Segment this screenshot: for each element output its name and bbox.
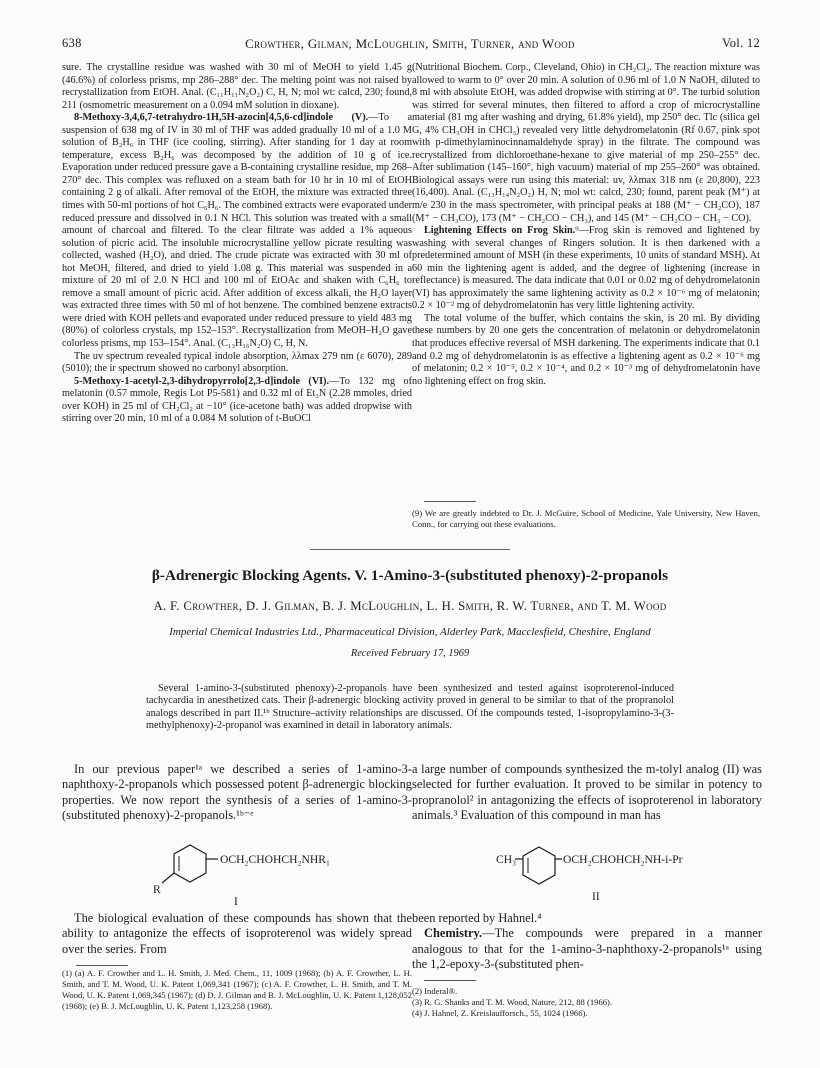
footnote: (3) R. G. Shanks and T. M. Wood, Nature, 212, 88 (1966). [412,997,613,1008]
body-paragraph: The biological evaluation of these compounds has shown that the ability to antagonize the effects of isoproterenol was widely spread over the series. From [62,911,412,956]
structure-II [496,846,706,902]
page-number: 638 [62,36,82,50]
running-header-authors: Crowther, Gilman, McLoughlin, Smith, Turner, and Wood [245,36,575,51]
section-heading: Lightening Effects on Frog Skin. [424,225,576,237]
footnote-rule [424,501,476,502]
volume-label: Vol. 12 [722,36,760,50]
received-date: Received February 17, 1969 [350,648,470,659]
methyl-label: CH₃ [496,853,517,866]
bond [162,873,174,883]
compound-heading: 5-Methoxy-1-acetyl-2,3-dihydropyrrolo[2,3-d]indole (VI). [74,375,330,387]
prev-article-left-column [62,62,412,426]
article-authors: A. F. Crowther, D. J. Gilman, B. J. McLoughlin, L. H. Smith, R. W. Turner, and T. M. Wood [153,599,667,613]
compound-number: II [592,890,600,902]
body-paragraph: In our previous paper¹ᵃ we described a series of 1-amino-3-naphthoxy-2-propanols which possessed potent β-adrenergic blocking properties. We now report the synthesis of a series of 1-amino-3-(substituted phenoxy)-2-propanols.¹ᵇ⁻ᵉ [62,762,412,823]
article-separator [310,549,510,550]
structure-I [150,843,412,907]
paragraph: The uv spectrum revealed typical indole absorption, λλmax 279 nm (ε 6070), 289 (5010); the ir spectrum showed no carbonyl absorption. [62,350,412,375]
paragraph: Lightening Effects on Frog Skin.⁹—Frog skin is removed and lightened by washing with several changes of Ringers solution. It is then darkened with a predetermined amount of MSH (in these experiments, 10 units of standard MSH). At 60 min the lightening agent is added, and the degree of lightening (increase in reflectance) is measured. The data indicate that 0.01 or 0.02 mg of dehydromelatonin (VI) has approximately the same lightening activity as 0.2 × 10⁻⁶ mg of melatonin; 0.2 × 10⁻² mg of dehydromelatonin has very little lightening activity. [412,225,760,312]
paragraph: (Nutritional Biochem. Corp., Cleveland, Ohio) in CH₂Cl₂. The reaction mixture was allowed to warm to 0° over 20 min. A solution of 0.96 ml of 1.0 N NaOH, diluted to 8 ml with absolute EtOH, was added dropwise with stirring at 0°. The turbid solution was stirred for several minutes, then filtered to afford a crop of microcrystalline material (81 mg after washing and drying, 61.8% yield), mp 250° dec. Tlc (silica gel G, 4% CH₃OH in CHCl₃) revealed very little dehydromelatonin (Rf 0.67, pink spot with p-dimethylaminocinnamaldehyde spray) in the filtrate. The compound was recrystallized from dichloroethane-hexane to give material of mp 250–255° dec. After sublimation (145–160°, high vacuum) material of mp 255–260° was obtained. Biological assays were run using this material: uv, λλmax 318 nm (ε 20,800), 223 (16,400). Anal. (C₁₃H₁₄N₂O₂) H, N; mol wt: calcd, 230; found, parent peak (M⁺) at m/e 230 in the mass spectrometer, with principal peaks at 188 (M⁺ − CH₂CO), 187 (M⁺ − CH₃CO), 173 (M⁺ − CH₂CO − CH₃), and 145 (M⁺ − CH₂CO − CH₃ − CO). [412,62,760,224]
footnote: (1) (a) A. F. Crowther and L. H. Smith, J. Med. Chem., 11, 1009 (1968); (b) A. F. Crowther, L. H. Smith, and T. M. Wood, U. K. Patent 1,069,341 (1967); (c) A. F. Crowther, L. H. Smith, and T. M. Wood, U. K. Patent 1,069,345 (1967); (d) D. J. Gilman and B. J. McLoughlin, U. K. Patent 1,128,052 (1968); (e) B. J. McLoughlin, U. K. Patent 1,123,258 (1968). [62,968,412,1012]
paragraph: sure. The crystalline residue was washed with 30 ml of MeOH to yield 1.45 g (46.6%) of colorless prisms, mp 286–288° dec. The melting point was not raised by recrystallization from EtOH. Anal. (C₁₁H₁₁N₂O₂) C, H, N; mol wt: calcd, 230; found, 211 (osmometric measurement on a 0.094 mM solution in dioxane). [62,62,412,111]
compound-number: I [234,895,238,907]
compound-heading: 8-Methoxy-3,4,6,7-tetrahydro-1H,5H-azocin[4,5,6-cd]indole (V). [74,112,369,124]
prev-article-right-column [412,62,760,388]
footnote-rule [424,980,476,981]
footnote: (4) J. Hahnel, Z. Kreislaufforsch., 55, 1024 (1966). [412,1008,588,1019]
paragraph: 5-Methoxy-1-acetyl-2,3-dihydropyrrolo[2,3-d]indole (VI).—To 132 mg of melatonin (0.57 mmole, Regis Lot P5-581) and 0.32 ml of Et₃N (2.28 mmoles, dried over KOH) in 25 ml of CH₂Cl₂ at −10° (ice-acetone bath) was added dropwise with stirring over 20 min, 10 ml of a 0.084 M solution of t-BuOCl [62,375,412,425]
side-chain-label: OCH₂CHOHCH₂NHR₁ [220,853,331,866]
footnote: (9) We are greatly indebted to Dr. J. McGuire, School of Medicine, Yale University, New Haven, Conn., for carrying out these evaluations. [412,508,760,529]
affiliation: Imperial Chemical Industries Ltd., Pharmaceutical Division, Alderley Park, Macclesfield, Cheshire, England [169,626,651,638]
abstract: Several 1-amino-3-(substituted phenoxy)-2-propanols have been synthesized and tested against isoproterenol-induced tachycardia in anesthetized cats. Their β-adrenergic blocking activity proved in general to be similar to that of the propranolol analogs described in part II.¹ᵇ Structure–activity relationships are discussed. Of the compounds tested, 1-isopropylamino-3-(3-methylphenoxy)-2-propanol was examined in detail in laboratory animals. [146,683,674,732]
article-title: β-Adrenergic Blocking Agents. V. 1-Amino-3-(substituted phenoxy)-2-propanols [151,567,669,584]
paragraph: The total volume of the buffer, which contains the skin, is 20 ml. By dividing these numbers by 20 one gets the concentration of melatonin or dehydromelatonin that produces effective reversal of MSH darkening. The experiments indicate that 0.1 and 0.2 mg of dehydromelatonin is as effective a lightening agent as 0.2 × 10⁻⁶ mg of melatonin; 0.2 × 10⁻⁵, 0.2 × 10⁻⁴, and 0.2 × 10⁻³ mg of dehydromelatonin have no lightening effect on frog skin. [412,312,760,387]
footnote-list [412,986,762,1019]
footnote-rule [76,965,128,966]
body-paragraph: been reported by Hahnel.⁴ Chemistry.—The compounds were prepared in a manner analogous to that for the 1-amino-3-naphthoxy-2-propanols¹ᵃ using the 1,2-epoxy-3-(substituted phen- [412,911,762,972]
substituent-label: R [153,883,161,896]
footnote: (2) Inderal®. [412,986,458,996]
body-paragraph: a large number of compounds synthesized the m-tolyl analog (II) was selected for further evaluation. It proved to be similar in potency to propranolol² in antagonizing the effects of isoproterenol in laboratory animals.³ Evaluation of this compound in man has [412,762,762,823]
side-chain-label: OCH₂CHOHCH₂NH-i-Pr [563,853,683,866]
section-heading: Chemistry. [424,926,483,941]
paragraph: 8-Methoxy-3,4,6,7-tetrahydro-1H,5H-azocin[4,5,6-cd]indole (V).—To a suspension of 638 mg of IV in 30 ml of THF was added gradually 10 ml of a 1.0 M solution of B₂H₆ in THF (ice cooling, stirring). After standing for 1 day at room temperature, excess B₂H₆ was decomposed by the addition of 10 g of ice. Evaporation under reduced pressure gave a B-containing crystalline residue, mp 268–270° dec. This complex was refluxed on a steam bath for 10 hr in 10 ml of EtOH containing 2 g of alkali. After removal of the EtOH, the mixture was extracted three times with 50-ml portions of hot C₆H₆. The combined extracts were evaporated under reduced pressure and dissolved in 0.1 N HCl. This solution was treated with a small amount of charcoal and filtered. To the clear filtrate was added a 1% aqueous solution of picric acid. The insoluble microcrystalline yellow picrate resulting was collected, washed (H₂O), and dried. The crude picrate was extracted with 30 ml of hot MeOH, filtered, and dried to yield 1.08 g. This material was suspended in a mixture of 20 ml of 2.0 N HCl and 100 ml of EtOAc and shaken with C₆H₆ to remove a small amount of picric acid. After addition of excess alkali, the H₂O layer was extracted three times with 50 ml of hot benzene. The combined benzene extracts were dried with KOH pellets and evaporated under reduced pressure to yield 483 mg (80%) of colorless crystals, mp 152–153°. Recrystallization from MeOH–H₂O gave colorless prisms, mp 153–154°. Anal. (C₁₃H₁₆N₂O) C, H, N. [62,112,412,350]
